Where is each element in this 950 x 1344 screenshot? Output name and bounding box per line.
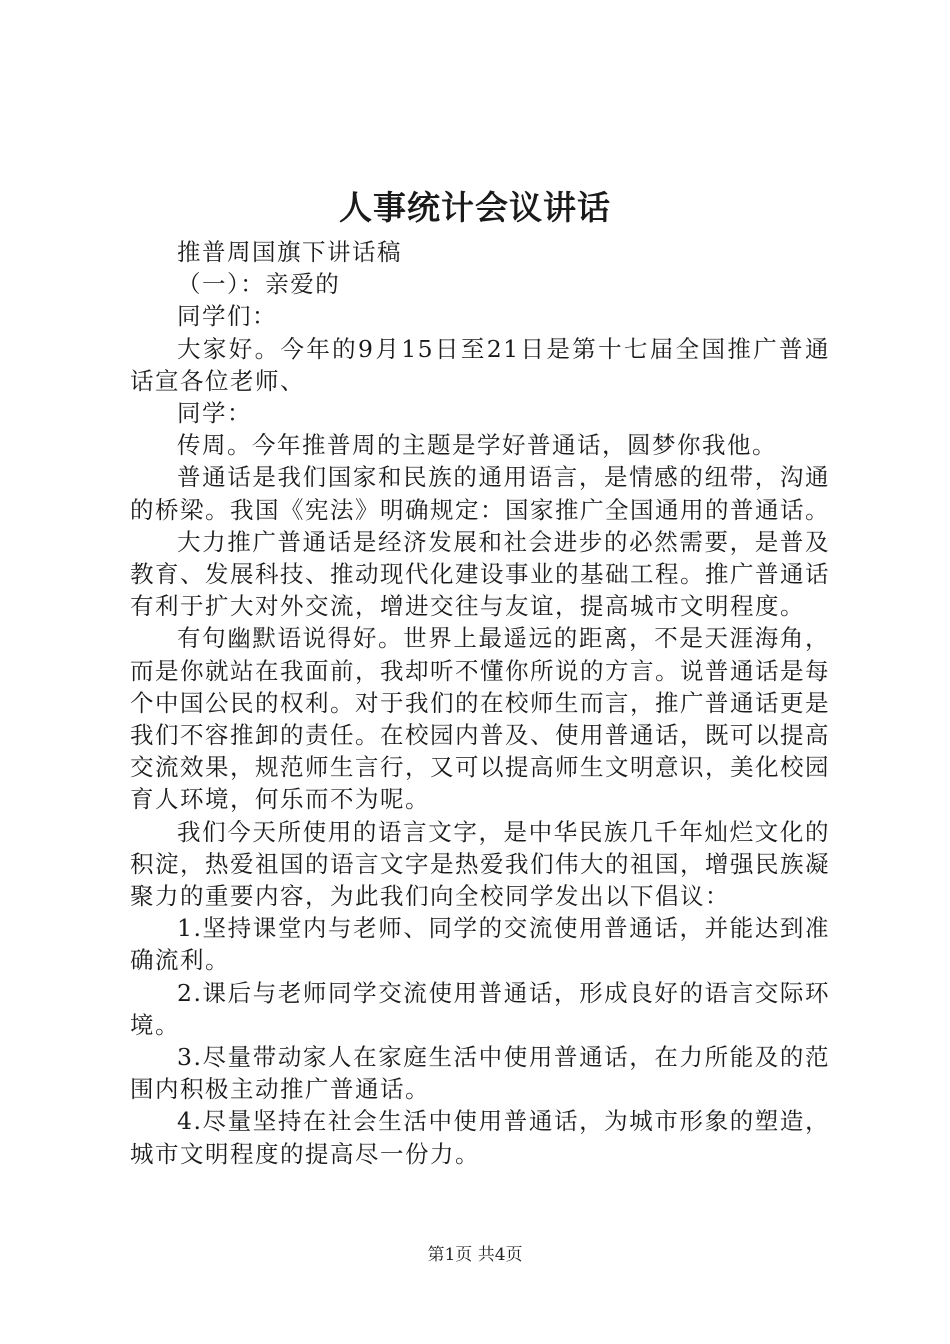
paragraph: 普通话是我们国家和民族的通用语言，是情感的纽带，沟通的桥梁。我国《宪法》明确规定：国家推广全国通用的普通话。 — [130, 463, 830, 524]
list-item: 1.坚持课堂内与老师、同学的交流使用普通话，并能达到准确流利。 — [130, 914, 830, 975]
paragraph: 有句幽默语说得好。世界上最遥远的距离，不是天涯海角，而是你就站在我面前，我却听不懂你所说的方言。说普通话是每个中国公民的权利。对于我们的在校师生而言，推广普通话更是我们不容推卸的责任。在校园内普及、使用普通话，既可以提高交流效果，规范师生言行，又可以提高师生文明意识，美化校园育人环境，何乐而不为呢。 — [130, 624, 830, 814]
paragraph: 传周。今年推普周的主题是学好普通话，圆梦你我他。 — [177, 431, 777, 460]
paragraph: 同学们： — [177, 302, 277, 331]
paragraph: 推普周国旗下讲话稿 — [177, 238, 402, 266]
list-item: 4.尽量坚持在社会生活中使用普通话，为城市形象的塑造，城市文明程度的提高尽一份力。 — [130, 1107, 830, 1168]
paragraph: （一）：亲爱的 — [177, 270, 341, 299]
paragraph: 同学： — [177, 399, 252, 428]
list-item: 3.尽量带动家人在家庭生活中使用普通话，在力所能及的范围内积极主动推广普通话。 — [130, 1043, 830, 1104]
paragraph: 大力推广普通话是经济发展和社会进步的必然需要，是普及教育、发展科技、推动现代化建设事业的基础工程。推广普通话有利于扩大对外交流，增进交往与友谊，提高城市文明程度。 — [130, 527, 830, 621]
document-body — [130, 236, 830, 1170]
paragraph: 我们今天所使用的语言文字，是中华民族几千年灿烂文化的积淀，热爱祖国的语言文字是热爱我们伟大的祖国，增强民族凝聚力的重要内容，为此我们向全校同学发出以下倡议： — [130, 817, 830, 911]
document-title: 人事统计会议讲话 — [339, 188, 611, 227]
list-item: 2.课后与老师同学交流使用普通话，形成良好的语言交际环境。 — [130, 978, 830, 1039]
page-number-footer: 第1页 共4页 — [427, 1245, 523, 1265]
paragraph: 大家好。今年的9月15日至21日是第十七届全国推广普通话宣各位老师、 — [130, 334, 830, 395]
